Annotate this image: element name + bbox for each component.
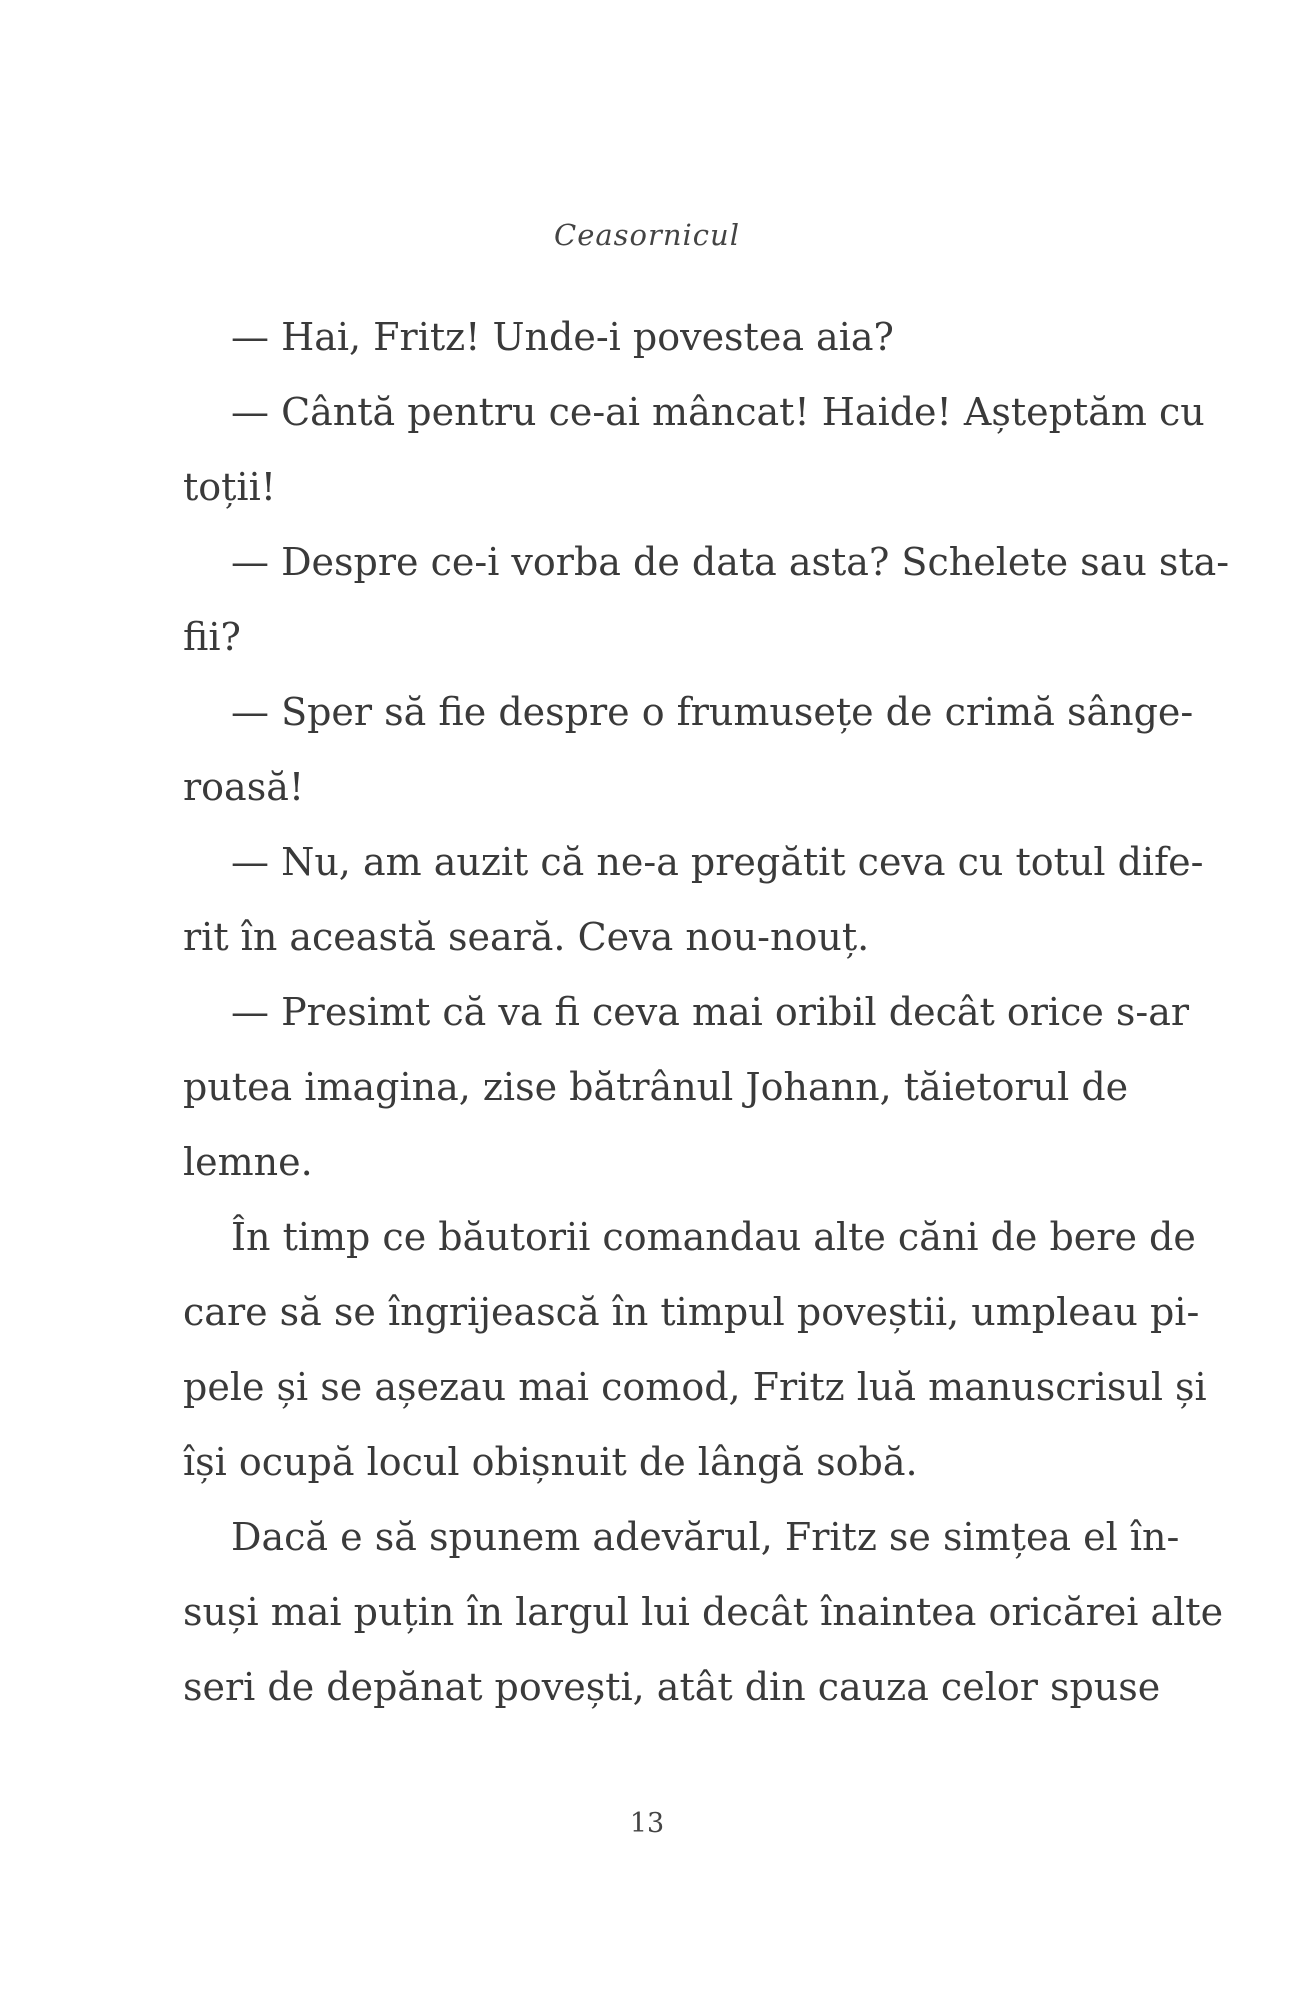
text-line: fii? [183,615,241,659]
text-line: își ocupă locul obișnuit de lângă sobă. [183,1440,918,1484]
text-line: rit în această seară. Ceva nou-nouț. [183,915,870,959]
page-number: 13 [629,1808,665,1839]
text-line: seri de depănat povești, atât din cauza celor spuse [183,1665,1161,1709]
text-line: lemne. [183,1140,313,1184]
text-line: Dacă e să spunem adevărul, Fritz se simțea el în- [231,1515,1180,1559]
text-line: — Presimt că va fi ceva mai oribil decât orice s-ar [231,990,1190,1034]
text-line: pele și se așezau mai comod, Fritz luă manuscrisul și [183,1365,1207,1409]
text-line: — Despre ce-i vorba de data asta? Schelete sau sta- [231,540,1230,584]
body-text [183,300,1230,1725]
text-line: — Sper să fie despre o frumusețe de crimă sânge- [231,690,1194,734]
text-line: putea imagina, zise bătrânul Johann, tăietorul de [183,1065,1129,1109]
text-line: — Cântă pentru ce-ai mâncat! Haide! Așteptăm cu [231,390,1205,434]
running-header: Ceasornicul [554,218,740,252]
text-line: care să se îngrijească în timpul poveștii, umpleau pi- [183,1290,1200,1334]
text-line: toții! [183,465,276,509]
text-line: — Nu, am auzit că ne-a pregătit ceva cu totul dife- [231,840,1204,884]
text-line: roasă! [183,765,305,809]
text-line: suși mai puțin în largul lui decât înaintea oricărei alte [183,1590,1224,1634]
text-line: — Hai, Fritz! Unde-i povestea aia? [231,315,894,359]
text-line: În timp ce băutorii comandau alte căni de bere de [231,1215,1196,1259]
